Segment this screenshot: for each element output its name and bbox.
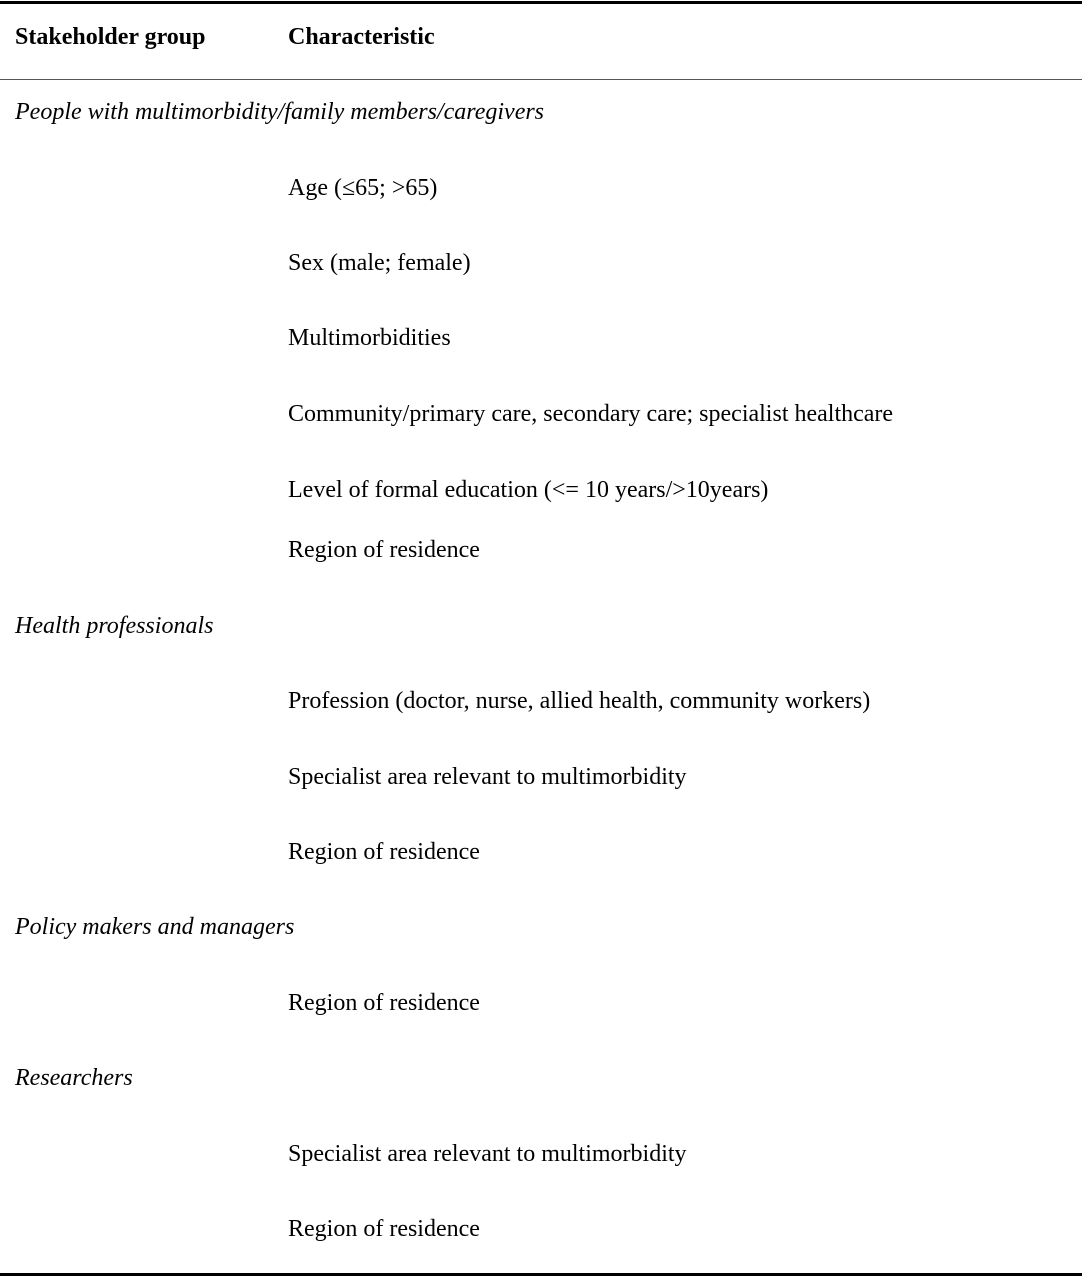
top-rule [0,1,1082,4]
characteristic-item: Specialist area relevant to multimorbidity [288,764,687,790]
characteristic-item: Multimorbidities [288,325,451,351]
characteristic-item: Level of formal education (<= 10 years/>10years) [288,477,769,503]
group-label: Policy makers and managers [15,914,295,940]
group-label: People with multimorbidity/family members/caregivers [15,99,545,125]
characteristic-item: Region of residence [288,990,480,1016]
characteristic-item: Age (≤65; >65) [288,175,438,201]
characteristic-item: Region of residence [288,839,480,865]
header-stakeholder-group: Stakeholder group [15,24,206,50]
characteristic-item: Specialist area relevant to multimorbidity [288,1141,687,1167]
group-label: Researchers [15,1065,133,1091]
group-label: Health professionals [15,613,214,639]
characteristic-item: Region of residence [288,537,480,563]
characteristic-item: Region of residence [288,1216,480,1242]
bottom-rule [0,1273,1082,1276]
header-rule [0,79,1082,80]
characteristic-item: Sex (male; female) [288,250,471,276]
characteristic-item: Community/primary care, secondary care; specialist healthcare [288,401,894,427]
characteristic-item: Profession (doctor, nurse, allied health, community workers) [288,688,871,714]
header-characteristic: Characteristic [288,24,435,50]
